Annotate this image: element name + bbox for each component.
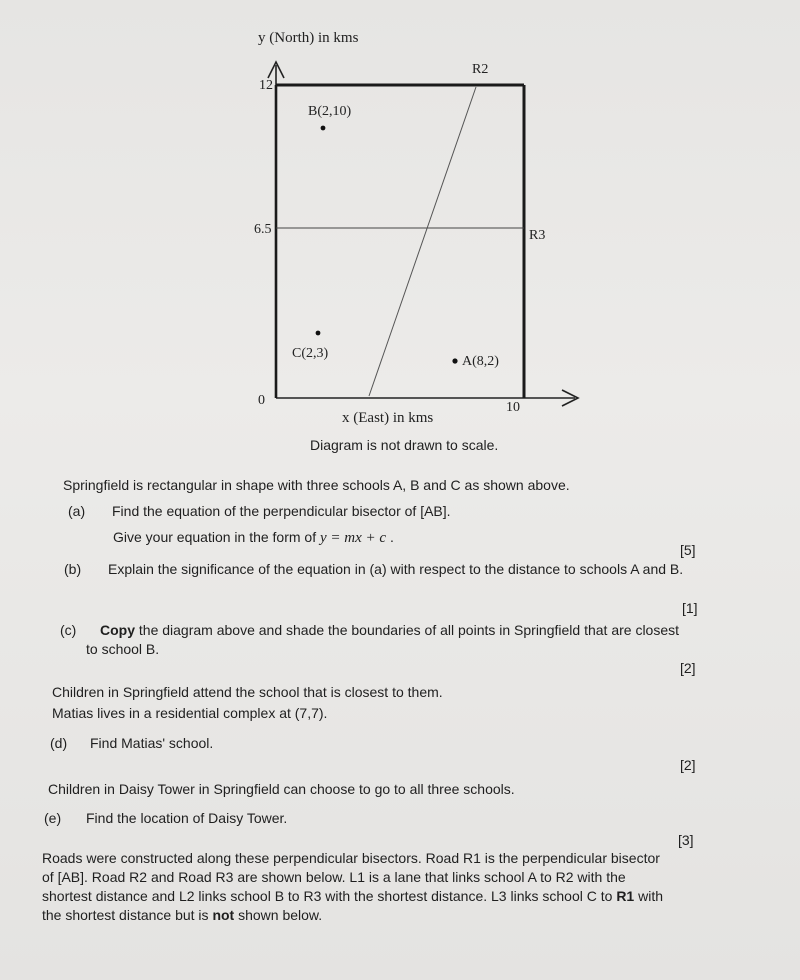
roads-para-r1-bold: R1 [616, 888, 635, 904]
road-r3-label: R3 [529, 228, 546, 243]
question-c-text: the diagram above and shade the boundaries of all points in Springfield that are closest [138, 622, 680, 638]
context-line-1: Children in Springfield attend the school that is closest to them. [52, 684, 443, 700]
roads-para-line-4-start: the shortest distance but is [42, 907, 209, 923]
point-b-label: B(2,10) [308, 104, 352, 119]
question-a-line1: Find the equation of the perpendicular bisector of [AB]. [112, 503, 451, 519]
context-line-2: Matias lives in a residential complex at (7,7). [52, 705, 328, 721]
diagram-caption: Diagram is not drawn to scale. [310, 437, 499, 453]
point-b [321, 126, 326, 131]
y-axis-label: y (North) in kms [258, 30, 359, 46]
question-a-line2-prefix: Give your equation in the form of [113, 529, 317, 545]
x-axis-label: x (East) in kms [342, 410, 434, 426]
question-d-marks: [2] [680, 757, 696, 773]
question-d-label: (d) [50, 735, 68, 751]
question-a-label: (a) [68, 503, 86, 519]
question-e-marks: [3] [678, 832, 694, 848]
point-a-label: A(8,2) [462, 354, 499, 369]
question-c-marks: [2] [680, 660, 696, 676]
point-c [316, 331, 321, 336]
question-c-bold-word: Copy [100, 622, 135, 638]
question-b-text: Explain the significance of the equation in (a) with respect to the distance to schools A and B. [108, 561, 684, 577]
question-a-line2 [113, 529, 394, 547]
question-b-label: (b) [64, 561, 82, 577]
question-e-text: Find the location of Daisy Tower. [86, 810, 288, 826]
question-e-label: (e) [44, 810, 62, 826]
question-c-line2: to school B. [86, 641, 160, 657]
roads-para-line-1: Roads were constructed along these perpendicular bisectors. Road R1 is the perpendicular bisector [42, 850, 660, 866]
roads-para-line-4 [42, 907, 322, 924]
question-a-line2-suffix: . [389, 529, 394, 545]
question-c-label: (c) [60, 622, 77, 638]
y-tick-12: 12 [259, 78, 273, 93]
x-tick-10: 10 [506, 400, 520, 415]
roads-para-line-4-end: shown below. [238, 907, 323, 923]
springfield-diagram [0, 0, 800, 460]
intro-text: Springfield is rectangular in shape with three schools A, B and C as shown above. [63, 477, 570, 493]
roads-para-line-3-end: with [638, 888, 664, 904]
y-tick-6-5: 6.5 [254, 222, 272, 237]
question-a-marks: [5] [680, 542, 696, 558]
origin-label: 0 [258, 393, 265, 408]
point-a [452, 358, 457, 363]
context-line-3: Children in Daisy Tower in Springfield can choose to go to all three schools. [48, 781, 515, 797]
question-d-text: Find Matias' school. [90, 735, 214, 751]
roads-para-not-bold: not [212, 907, 235, 923]
question-c-line1 [100, 622, 679, 639]
roads-para-line-3-text: shortest distance and L2 links school B to R3 with the shortest distance. L3 links school C to [42, 888, 613, 904]
point-c-label: C(2,3) [292, 346, 329, 361]
question-b-marks: [1] [682, 600, 698, 616]
roads-para-line-2: of [AB]. Road R2 and Road R3 are shown below. L1 is a lane that links school A to R2 with the [42, 869, 626, 885]
road-r2 [369, 87, 476, 396]
question-a-equation: y = mx + c [320, 530, 387, 546]
roads-para-line-3 [42, 888, 663, 905]
road-r2-label: R2 [472, 62, 489, 77]
